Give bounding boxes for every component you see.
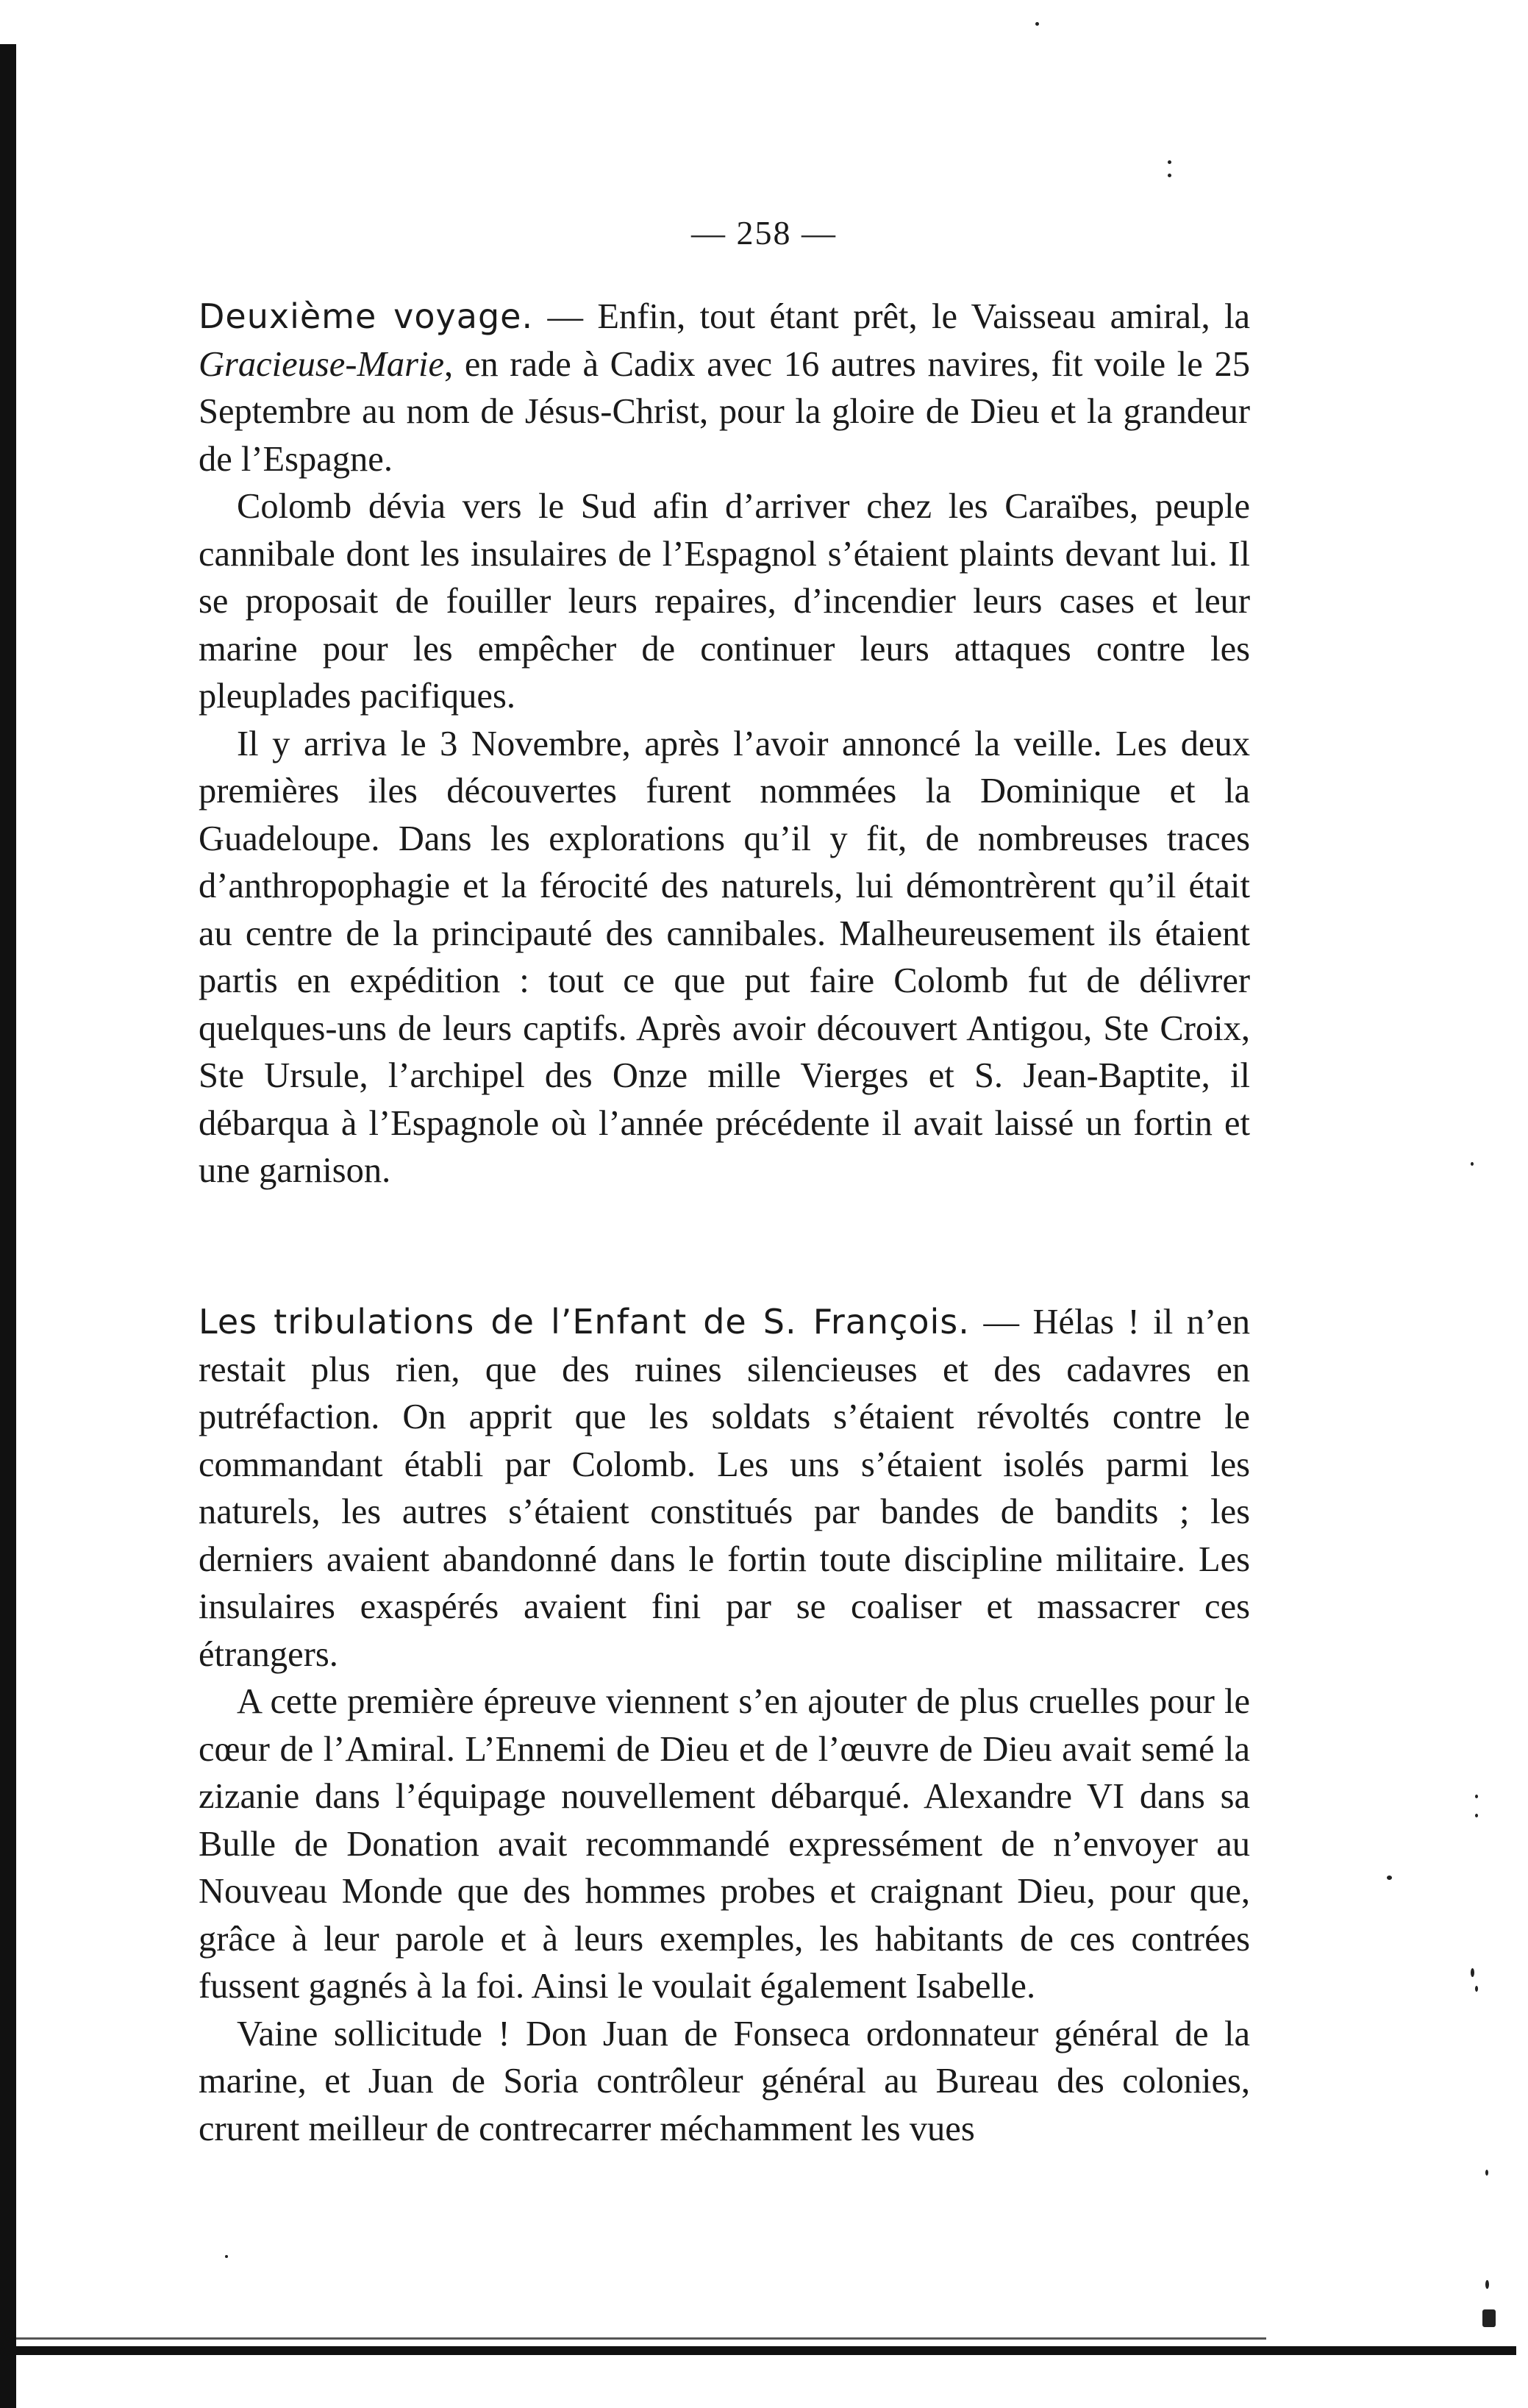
scan-speck: [1168, 174, 1171, 177]
section-heading: Les tribulations de l’Enfant de S. François.: [199, 1302, 970, 1342]
scan-speck: [1485, 2170, 1488, 2176]
paragraph: [199, 1298, 1250, 1678]
section-tribulations: [199, 1298, 1250, 2153]
paragraph: [199, 293, 1250, 483]
scan-speck: [1485, 2280, 1489, 2289]
section-deuxieme-voyage: [199, 293, 1250, 1195]
paragraph: Vaine sollicitude ! Don Juan de Fonseca ordonnateur général de la marine, et Juan de Soria contrôleur général au Bureau des colonies, crurent meilleur de contrecarrer méchamment les vues: [199, 2014, 1250, 2148]
paragraph: Il y arriva le 3 Novembre, après l’avoir annoncé la veille. Les deux premières iles découvertes furent nommées la Dominique et la Guadeloupe. Dans les explorations qu’il y fit, de nombreuses traces d’anthropophagie et la férocité des naturels, lui démontrèrent qu’il était au centre de la principauté des cannibales. Malheureusement ils étaient partis en expédition : tout ce que put faire Colomb fut de délivrer quelques-uns de leurs captifs. Après avoir découvert Antigou, Ste Croix, Ste Ursule, l’archipel des Onze mille Vierges et S. Jean-Baptite, il débarqua à l’Espagnole où l’année précédente il avait laissé un fortin et une garnison.: [199, 724, 1250, 1190]
scan-speck: [1475, 1986, 1478, 1992]
scan-speck: [1168, 160, 1171, 164]
scan-speck: [1482, 2309, 1496, 2327]
scan-speck: [1471, 1162, 1474, 1166]
ship-name: Gracieuse-Marie: [199, 344, 445, 384]
scan-bottom-edge: [16, 2346, 1516, 2355]
scan-speck: [1035, 22, 1039, 26]
paragraph: A cette première épreuve viennent s’en ajouter de plus cruelles pour le cœur de l’Amiral. L’Ennemi de Dieu et de l’œuvre de Dieu avait semé la zizanie dans l’équipage nouvellement débarqué. Alexandre VI dans sa Bulle de Donation avait recommandé expressément de n’envoyer au Nouveau Monde que des hommes probes et craignant Dieu, pour que, grâce à leur parole et à leurs exemples, les habitants de ces contrées fussent gagnés à la foi. Ainsi le voulait également Isabelle.: [199, 1682, 1250, 2006]
scan-speck: [1471, 1968, 1474, 1977]
scan-binding-edge: [0, 44, 16, 2408]
scan-speck: [1387, 1876, 1392, 1880]
section-heading: Deuxième voyage.: [199, 296, 534, 336]
scan-speck: [225, 2255, 228, 2258]
scan-bottom-shadow: [16, 2337, 1266, 2340]
paragraph-text: — Hélas ! il n’en restait plus rien, que des ruines silencieuses et des cadavres en putréfaction. On apprit que les soldats s’étaient révoltés contre le commandant établi par Colomb. Les uns s’étaient isolés parmi les naturels, les autres s’étaient constitués par bandes de bandits ; les derniers avaient abandonné dans le fortin toute discipline militaire. Les insulaires exaspérés avaient fini par se coaliser et massacrer ces étrangers.: [199, 1303, 1250, 1674]
paragraph: Colomb dévia vers le Sud afin d’arriver chez les Caraïbes, peuple cannibale dont les insulaires de l’Espagnol s’étaient plaints devant lui. Il se proposait de fouiller leurs repaires, d’incendier leurs cases et leur marine pour les empêcher de continuer leurs attaques contre les pleuplades pacifiques.: [199, 487, 1250, 716]
paragraph-text: , en rade à Cadix avec 16 autres navires, fit voile le 25 Septembre au nom de Jésus-Christ, pour la gloire de Dieu et la grandeur de l’Espagne.: [199, 344, 1250, 479]
paragraph-text: — Enfin, tout étant prêt, le Vaisseau amiral, la: [533, 297, 1250, 336]
page-number: — 258 —: [691, 214, 837, 252]
scan-speck: [1475, 1795, 1478, 1798]
scan-speck: [1475, 1814, 1478, 1817]
